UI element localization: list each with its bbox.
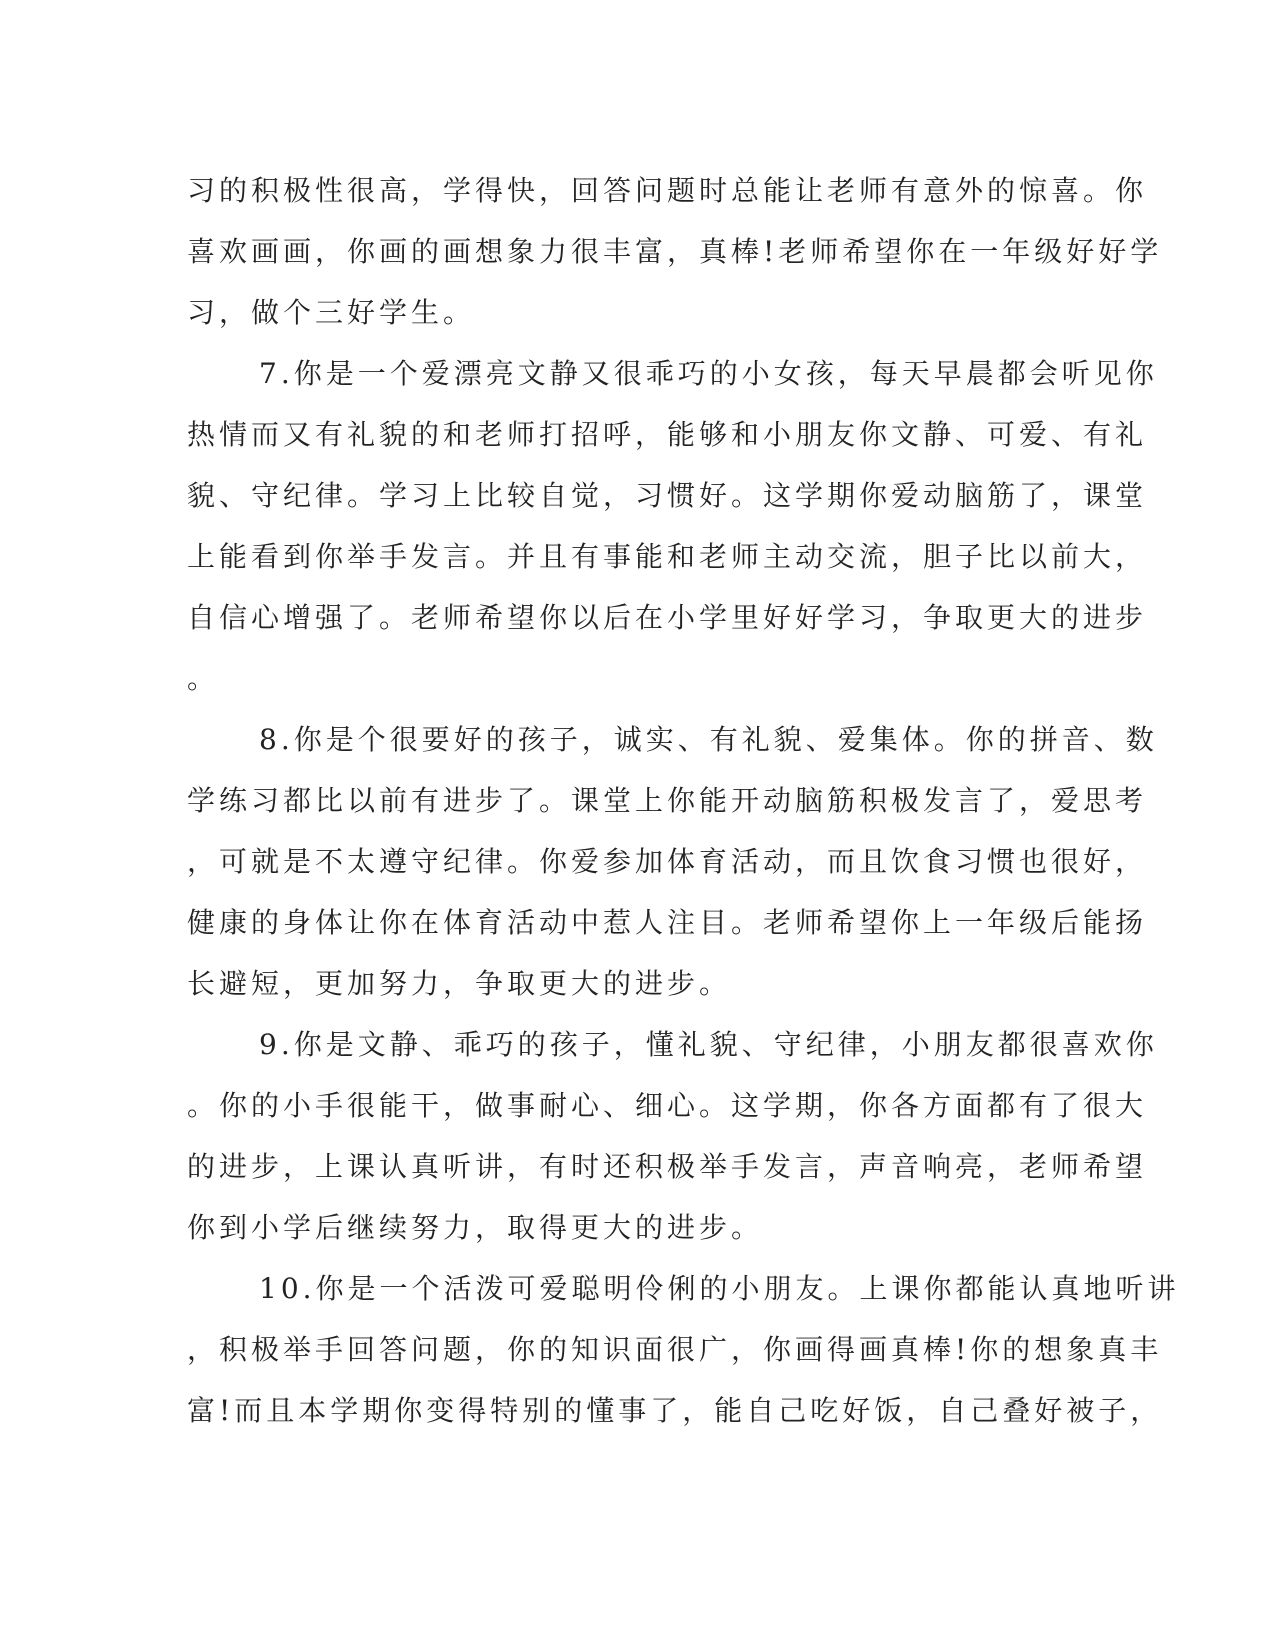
text-line: 习，做个三好学生。 [187, 296, 476, 329]
text-line: 。你的小手很能干，做事耐心、细心。这学期，你各方面都有了很大 [187, 1089, 1148, 1122]
text-line: 自信心增强了。老师希望你以后在小学里好好学习，争取更大的进步 [187, 601, 1148, 634]
text-line: 你到小学后继续努力，取得更大的进步。 [187, 1211, 764, 1244]
body-text [187, 160, 1180, 1441]
paragraph-8-start: 8.你是个很要好的孩子，诚实、有礼貌、爱集体。你的拼音、数 [259, 723, 1158, 756]
text-line: 长避短，更加努力，争取更大的进步。 [187, 967, 732, 1000]
text-line: 热情而又有礼貌的和老师打招呼，能够和小朋友你文静、可爱、有礼 [187, 418, 1148, 451]
text-line: 习的积极性很高，学得快，回答问题时总能让老师有意外的惊喜。你 [187, 174, 1148, 207]
text-line: 的进步，上课认真听讲，有时还积极举手发言，声音响亮，老师希望 [187, 1150, 1148, 1183]
text-line: 健康的身体让你在体育活动中惹人注目。老师希望你上一年级后能扬 [187, 906, 1148, 939]
text-line: ，积极举手回答问题，你的知识面很广，你画得画真棒!你的想象真丰 [187, 1333, 1163, 1366]
text-line: 学练习都比以前有进步了。课堂上你能开动脑筋积极发言了，爱思考 [187, 784, 1148, 817]
paragraph-7-start: 7.你是一个爱漂亮文静又很乖巧的小女孩，每天早晨都会听见你 [259, 357, 1158, 390]
paragraph-10-start: 10.你是一个活泼可爱聪明伶俐的小朋友。上课你都能认真地听讲 [259, 1272, 1180, 1305]
paragraph-9-start: 9.你是文静、乖巧的孩子，懂礼貌、守纪律，小朋友都很喜欢你 [259, 1028, 1158, 1061]
text-line: 貌、守纪律。学习上比较自觉，习惯好。这学期你爱动脑筋了，课堂 [187, 479, 1148, 512]
text-line: 。 [187, 662, 220, 695]
text-line: 富!而且本学期你变得特别的懂事了，能自己吃好饭，自己叠好被子， [187, 1394, 1163, 1427]
text-line: ，可就是不太遵守纪律。你爱参加体育活动，而且饮食习惯也很好， [187, 845, 1148, 878]
text-line: 喜欢画画，你画的画想象力很丰富，真棒!老师希望你在一年级好好学 [187, 235, 1163, 268]
text-line: 上能看到你举手发言。并且有事能和老师主动交流，胆子比以前大， [187, 540, 1148, 573]
